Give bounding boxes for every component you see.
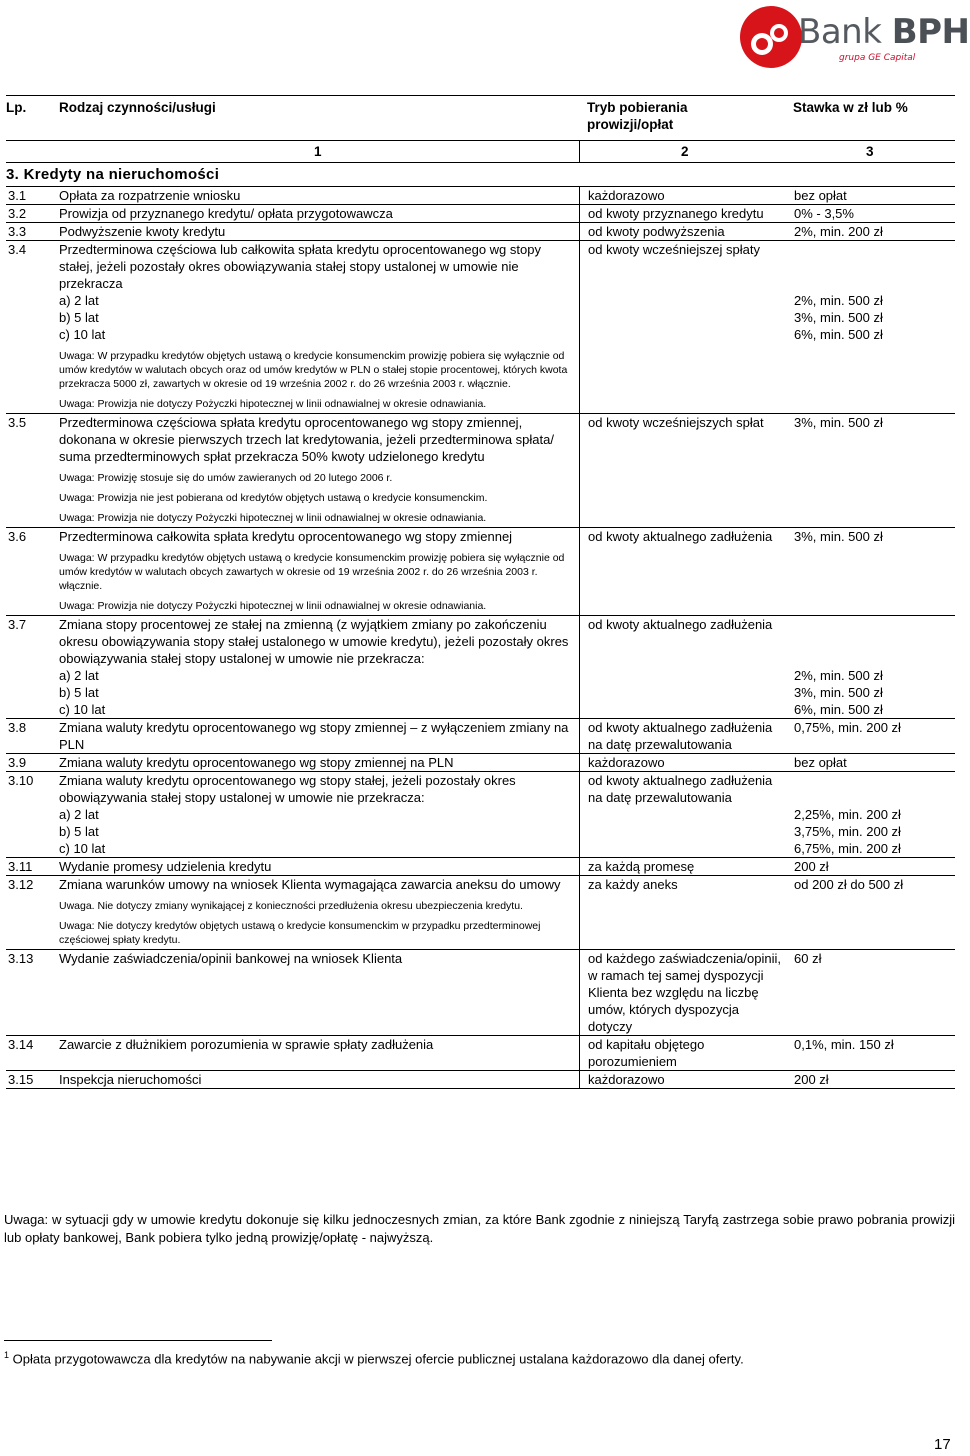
row-note: Uwaga: Prowizja nie jest pobierana od kredytów objętych ustawą o kredycie konsumenckim. [59,492,488,504]
row-lp: 3.13 [8,951,34,966]
row-stawka: 0% - 3,5% [794,206,854,221]
rate-b: 3%, min. 500 zł [794,685,883,700]
row-lp: 3.11 [8,859,33,874]
row-tryb: za każdy aneks [579,876,786,949]
row-desc-text: Przedterminowa całkowita spłata kredytu oprocentowanego wg stopy zmiennej [59,529,513,544]
row-desc: Zawarcie z dłużnikiem porozumienia w sprawie spłaty zadłużenia [59,1037,434,1052]
rate-c: 6%, min. 500 zł [794,702,883,717]
row-lp: 3.12 [8,877,34,892]
row-lp: 3.4 [8,242,27,257]
footnote-divider [4,1340,272,1341]
footnote-marker: 1 [4,1350,10,1360]
row-stawka: 3%, min. 500 zł [794,415,883,430]
rate-c: 6,75%, min. 200 zł [794,841,901,856]
option-c: c) 10 lat [59,702,106,717]
header-tryb: Tryb pobierania prowizji/opłat [587,100,688,132]
option-b: b) 5 lat [59,685,99,700]
table-row [6,1035,955,1070]
rate-b: 3,75%, min. 200 zł [794,824,901,839]
table-row [6,949,955,1035]
rate-a: 2%, min. 500 zł [794,668,883,683]
row-note: Uwaga: Prowizja nie dotyczy Pożyczki hipotecznej w linii odnawialnej w okresie odnawiania. [59,398,487,410]
row-stawka [786,241,955,413]
row-stawka: 200 zł [794,859,829,874]
row-tryb: od kwoty aktualnego zadłużenia na datę przewalutowania [579,719,786,753]
row-lp: 3.6 [8,529,27,544]
row-lp: 3.2 [8,206,27,221]
row-stawka: bez opłat [794,188,847,203]
option-a: a) 2 lat [59,293,99,308]
row-desc-text: Przedterminowa częściowa lub całkowita spłata kredytu oprocentowanego wg stopy stałej, jeżeli pozostały okres obowiązywania stałej stopy ustalonej w umowie nie przekracza [59,242,541,291]
row-stawka: 200 zł [794,1072,829,1087]
row-tryb: każdorazowo [579,754,786,771]
row-desc: Inspekcja nieruchomości [59,1072,202,1087]
table-row [6,857,955,875]
table-row [6,753,955,771]
row-note: Uwaga. Nie dotyczy zmiany wynikającej z konieczności przedłużenia okresu ubezpieczenia kredytu. [59,900,523,912]
table-row [6,222,955,240]
table-row [6,771,955,857]
row-stawka: 0,75%, min. 200 zł [794,720,901,735]
row-tryb: od kwoty wcześniejszej spłaty [579,241,786,413]
table-row [6,875,955,949]
footnote [4,1350,744,1366]
row-stawka: 2%, min. 200 zł [794,224,883,239]
row-note: Uwaga: Nie dotyczy kredytów objętych ustawą o kredycie konsumenckim w przypadku przedterminowej częściowej spłaty kredytu. [59,920,541,946]
option-c: c) 10 lat [59,841,106,856]
option-a: a) 2 lat [59,807,99,822]
logo-tagline: grupa GE Capital [839,53,916,63]
row-stawka: 3%, min. 500 zł [794,529,883,544]
row-lp: 3.9 [8,755,27,770]
row-tryb: od kwoty aktualnego zadłużenia [579,616,786,718]
table-row [6,240,955,413]
row-desc [59,772,579,857]
row-stawka: 60 zł [794,951,822,966]
row-desc [59,876,579,949]
row-lp: 3.3 [8,224,27,239]
header-rodzaj: Rodzaj czynności/usługi [59,100,216,115]
rate-a: 2%, min. 500 zł [794,293,883,308]
row-tryb: od kwoty aktualnego zadłużenia na datę przewalutowania [579,772,786,857]
footnote-text: Opłata przygotowawcza dla kredytów na nabywanie akcji w pierwszej ofercie publicznej ustalana każdorazowo dla danej oferty. [12,1351,744,1367]
column-numbers [6,140,955,162]
row-tryb: od kwoty wcześniejszych spłat [579,414,786,527]
row-desc: Zmiana waluty kredytu oprocentowanego wg stopy zmiennej – z wyłączeniem zmiany na PLN [59,720,569,752]
option-a: a) 2 lat [59,668,99,683]
row-note: Uwaga: W przypadku kredytów objętych ustawą o kredycie konsumenckim prowizję pobiera się wyłącznie od umów kredytów w walutach obcych oraz od umów kredytów w PLN o stałej stopie procentowej, których kwota przekracza 5000 zł, zawartych w okresie od 19 września 2002 r. do 26 września 2003 r. włącznie. [59,350,568,390]
table-header [6,95,955,140]
column-number-2: 2 [681,144,689,159]
column-number-1: 1 [314,144,322,159]
table-row [6,204,955,222]
row-desc: Wydanie zaświadczenia/opinii bankowej na wniosek Klienta [59,951,403,966]
row-lp: 3.5 [8,415,27,430]
table-row [6,615,955,718]
row-note: Uwaga: Prowizja nie dotyczy Pożyczki hipotecznej w linii odnawialnej w okresie odnawiania. [59,600,487,612]
row-lp: 3.1 [8,188,27,203]
footer-note: Uwaga: w sytuacji gdy w umowie kredytu dokonuje się kilku jednoczesnych zmian, za które Bank zgodnie z niniejszą Taryfą zastrzega sobie prawo pobrania prowizji lub opłaty bankowej, Bank pobiera tylko jedną prowizję/opłatę - najwyższą. [4,1212,955,1245]
column-number-3: 3 [866,144,874,159]
row-desc [59,241,579,413]
rate-c: 6%, min. 500 zł [794,327,883,342]
row-stawka: 0,1%, min. 150 zł [794,1037,894,1052]
row-lp: 3.10 [8,773,34,788]
table-row [6,413,955,527]
row-note: Uwaga: Prowizja nie dotyczy Pożyczki hipotecznej w linii odnawialnej w okresie odnawiania. [59,512,487,524]
row-tryb: od kwoty podwyższenia [579,223,786,240]
row-desc [59,528,579,615]
row-stawka: bez opłat [794,755,847,770]
row-lp: 3.7 [8,617,27,632]
bph-emblem-icon [738,4,804,70]
row-tryb: za każdą promesę [579,858,786,875]
fee-table [6,95,955,1089]
row-desc: Wydanie promesy udzielenia kredytu [59,859,272,874]
table-row [6,718,955,753]
row-tryb: od kwoty przyznanego kredytu [579,205,786,222]
row-desc: Podwyższenie kwoty kredytu [59,224,226,239]
row-desc [59,616,579,718]
row-tryb: od kwoty aktualnego zadłużenia [579,528,786,615]
row-note: Uwaga: Prowizję stosuje się do umów zawieranych od 20 lutego 2006 r. [59,472,393,484]
row-desc: Opłata za rozpatrzenie wniosku [59,188,241,203]
row-stawka: od 200 zł do 500 zł [794,877,904,892]
row-stawka [786,772,955,857]
page-number: 17 [934,1436,951,1453]
row-desc: Zmiana waluty kredytu oprocentowanego wg stopy zmiennej na PLN [59,755,454,770]
row-lp: 3.8 [8,720,27,735]
row-desc-text: Zmiana stopy procentowej ze stałej na zmienną (z wyjątkiem zmiany po zakończeniu okresu obowiązywania stopy stałej ustalonego w umowie kredytu), jeżeli pozostały okres obowiązywania stałej stopy ustalonej w umowie nie przekracza: [59,617,569,666]
row-tryb: każdorazowo [579,187,786,204]
header-stawka: Stawka w zł lub % [793,100,908,115]
row-tryb: każdorazowo [579,1071,786,1088]
table-row [6,527,955,615]
option-c: c) 10 lat [59,327,106,342]
section-title: 3. Kredyty na nieruchomości [6,162,955,186]
row-desc [59,414,579,527]
row-tryb: od kapitału objętego porozumieniem [579,1036,786,1070]
row-desc-text: Zmiana warunków umowy na wniosek Klienta wymagająca zawarcia aneksu do umowy [59,877,561,892]
option-b: b) 5 lat [59,310,99,325]
rate-b: 3%, min. 500 zł [794,310,883,325]
table-row [6,186,955,204]
row-stawka [786,616,955,718]
row-desc-text: Przedterminowa częściowa spłata kredytu oprocentowanego wg stopy zmiennej, dokonana w okresie pierwszych trzech lat kredytowania, jeżeli przedterminowa spłata/ suma przedterminowych spłat przekracza 50% kwoty udzielonego kredytu [59,415,554,464]
row-tryb: od każdego zaświadczenia/opinii, w ramach tej samej dyspozycji Klienta bez względu na liczbę umów, których dyspozycja dotyczy [579,950,786,1035]
row-lp: 3.15 [8,1072,34,1087]
table-row [6,1070,955,1089]
row-lp: 3.14 [8,1037,34,1052]
rate-a: 2,25%, min. 200 zł [794,807,901,822]
logo-wordmark: Bank BPH [798,12,970,52]
option-b: b) 5 lat [59,824,99,839]
row-desc: Prowizja od przyznanego kredytu/ opłata przygotowawcza [59,206,393,221]
header-lp: Lp. [6,100,27,115]
row-note: Uwaga: W przypadku kredytów objętych ustawą o kredycie konsumenckim prowizję pobiera się wyłącznie od umów kredytów w walutach obcych zawartych w okresie od 19 września 2002 r. do 26 września 2003 r. włącznie. [59,552,565,592]
row-desc-text: Zmiana waluty kredytu oprocentowanego wg stopy stałej, jeżeli pozostały okres obowiązywania stałej stopy ustalonej w umowie nie przekracza: [59,773,516,805]
